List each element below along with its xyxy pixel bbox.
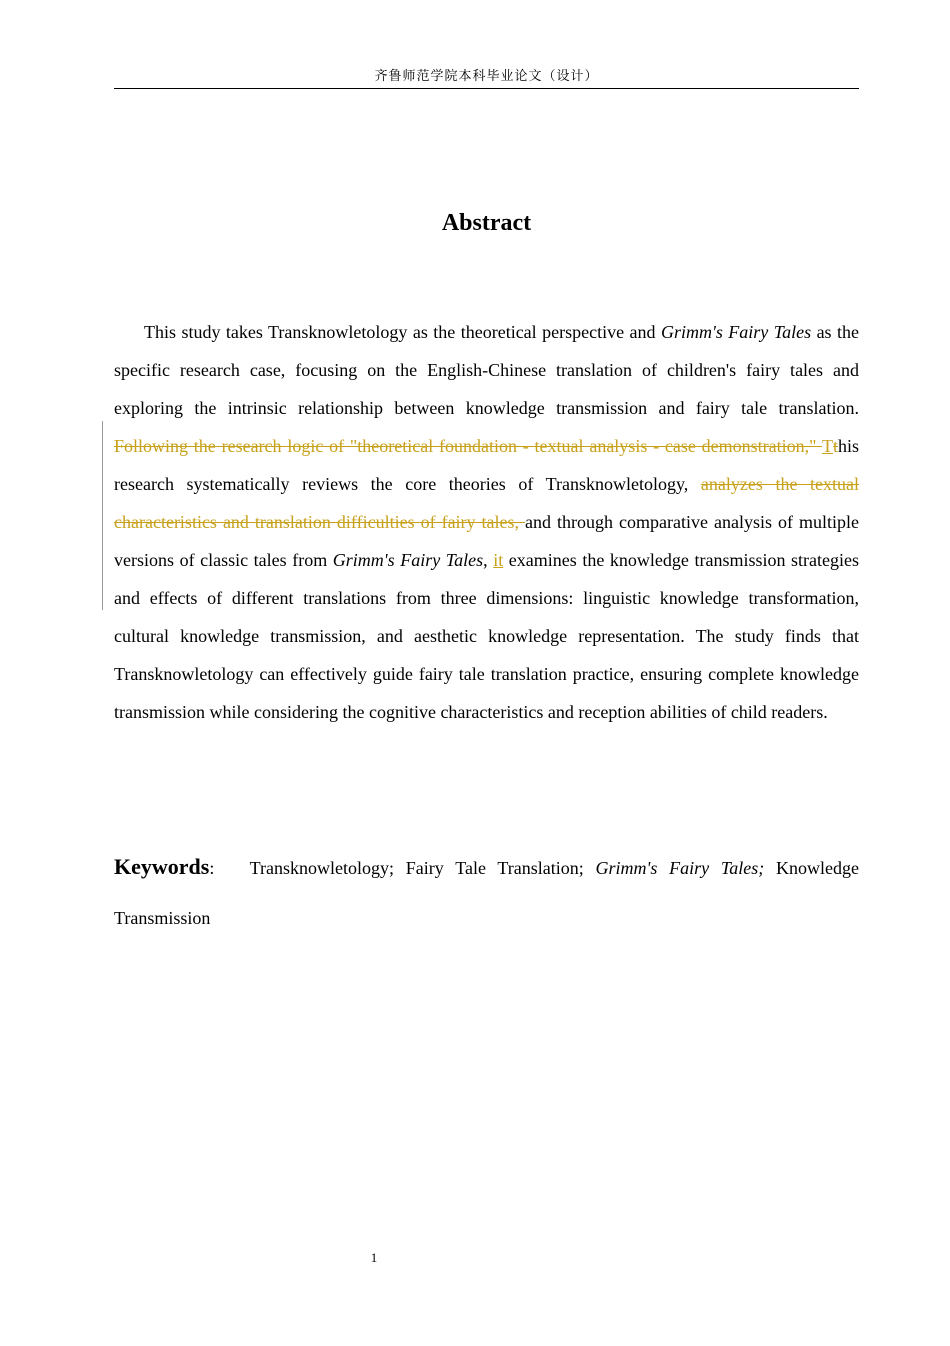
keywords-book-title: Grimm's Fairy Tales; bbox=[595, 858, 765, 878]
inserted-text[interactable]: it bbox=[493, 550, 504, 570]
book-title-italic: Grimm's Fairy Tales bbox=[332, 550, 484, 570]
abstract-text: This study takes Transknowletology as the theoretical perspective and bbox=[144, 322, 661, 342]
deleted-text[interactable]: Following the research logic of "theoretical foundation - textual analysis - case demonstration," bbox=[114, 436, 822, 456]
keywords-label: Keywords bbox=[114, 854, 210, 879]
inserted-text[interactable]: T bbox=[821, 436, 833, 456]
page-header: 齐鲁师范学院本科毕业论文（设计） bbox=[114, 68, 859, 89]
keywords-line bbox=[114, 842, 859, 943]
abstract-title: Abstract bbox=[441, 210, 532, 236]
abstract-text: his research systematically reviews the core theories of Transknowletology, bbox=[114, 436, 859, 494]
keywords-text: Transknowletology; Fairy Tale Translation; bbox=[249, 858, 596, 878]
keywords-separator: : bbox=[209, 858, 215, 878]
deleted-text[interactable]: analyzes the textual characteristics and translation difficulties of fairy tales, bbox=[114, 474, 860, 532]
book-title-italic: Grimm's Fairy Tales bbox=[660, 322, 812, 342]
page-number: 1 bbox=[370, 1250, 378, 1265]
abstract-text: and through comparative analysis of multiple versions of classic tales from bbox=[114, 512, 859, 570]
abstract-text: examines the knowledge transmission strategies and effects of different translations from three dimensions: linguistic knowledge transformation, cultural knowledge transmission, and aesthetic knowledge representation. The study finds that Transknowletology can effectively guide fairy tale translation practice, ensuring complete knowledge transmission while considering the cognitive characteristics and reception abilities of child readers. bbox=[114, 550, 860, 722]
deleted-text[interactable]: t bbox=[832, 436, 838, 456]
abstract-text: as the specific research case, focusing on the English-Chinese translation of children's fairy tales and exploring the intrinsic relationship between knowledge transmission and fairy tale translation. bbox=[114, 322, 860, 418]
abstract-paragraph bbox=[114, 313, 859, 731]
change-bar bbox=[102, 421, 103, 610]
keywords-text: Knowledge Transmission bbox=[114, 858, 860, 928]
abstract-text: , bbox=[483, 550, 494, 570]
